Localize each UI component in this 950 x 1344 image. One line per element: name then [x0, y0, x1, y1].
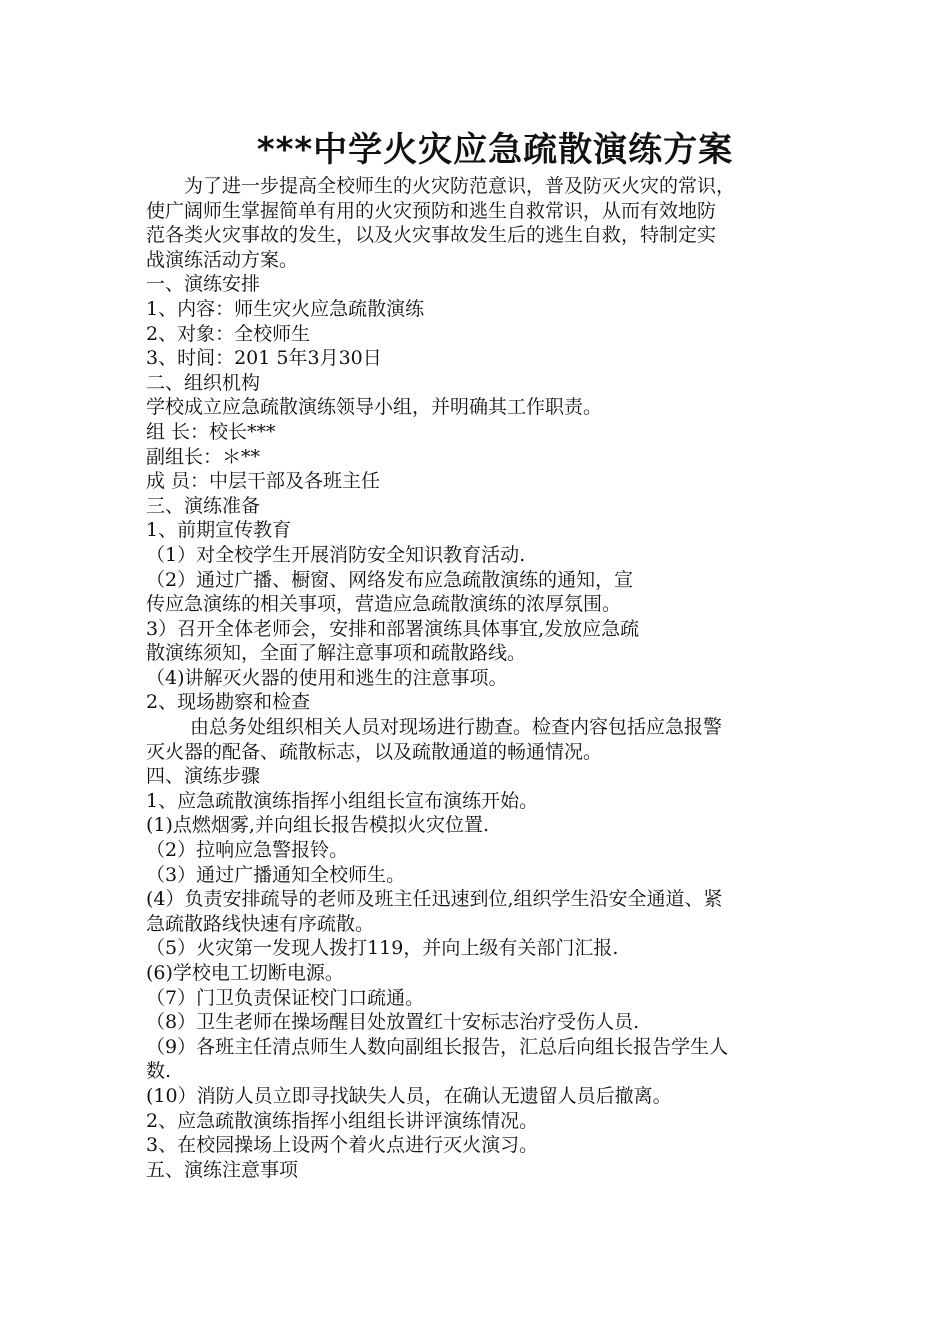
document-line: 2、对象：全校师生 — [146, 322, 311, 345]
document-line: （8）卫生老师在操场醒目处放置红十安标志治疗受伤人员. — [146, 1011, 640, 1034]
document-line: 3、在校园操场上设两个着火点进行灭火演习。 — [146, 1134, 539, 1157]
document-line: 1、前期宣传教育 — [146, 519, 292, 542]
document-line: (10）消防人员立即寻找缺失人员，在确认无遗留人员后撤离。 — [146, 1084, 672, 1107]
document-line: 组 长：校长*** — [146, 420, 276, 443]
document-line: 三、演练准备 — [146, 494, 261, 517]
document-line: （4)讲解灭火器的使用和逃生的注意事项。 — [146, 666, 508, 689]
document-line: 成 员：中层干部及各班主任 — [146, 470, 381, 493]
document-line: （2）拉响应急警报铃。 — [146, 839, 349, 862]
document-line: 由总务处组织相关人员对现场进行勘查。检查内容包括应急报警 — [190, 716, 723, 739]
document-line: 使广阔师生掌握简单有用的火灾预防和逃生自救常识，从而有效地防 — [146, 199, 717, 222]
document-line: 副组长：＊** — [146, 445, 261, 468]
document-line: （9）各班主任清点师生人数向副组长报告，汇总后向组长报告学生人 — [146, 1035, 729, 1058]
document-line: （3）通过广播通知全校师生。 — [146, 863, 406, 886]
document-line: 1、应急疏散演练指挥小组组长宣布演练开始。 — [146, 789, 539, 812]
document-line: 传应急演练的相关事项，营造应急疏散演练的浓厚氛围。 — [146, 593, 622, 616]
document-line: （1）对全校学生开展消防安全知识教育活动. — [146, 543, 526, 566]
document-line: 3、时间：201 5年3月30日 — [146, 347, 382, 370]
document-body — [146, 174, 806, 1182]
document-line: 四、演练步骤 — [146, 765, 261, 788]
document-line: 一、演练安排 — [146, 273, 261, 296]
document-line: 灭火器的配备、疏散标志，以及疏散通道的畅通情况。 — [146, 740, 603, 763]
document-line: 散演练须知，全面了解注意事项和疏散路线。 — [146, 642, 527, 665]
document-title: ***中学火灾应急疏散演练方案 — [256, 130, 734, 170]
document-line: 为了进一步提高全校师生的火灾防范意识，普及防灭火灾的常识， — [184, 175, 736, 197]
document-line: 2、应急疏散演练指挥小组组长讲评演练情况。 — [146, 1109, 539, 1132]
document-line: （5）火灾第一发现人拨打119，并向上级有关部门汇报. — [146, 937, 619, 960]
document-line: 范各类火灾事故的发生，以及火灾事故发生后的逃生自救，特制定实 — [146, 224, 717, 247]
document-line: 急疏散路线快速有序疏散。 — [146, 912, 375, 935]
document-line: 战演练活动方案。 — [146, 248, 299, 271]
document-line: （7）门卫负责保证校门口疏通。 — [146, 986, 425, 1009]
document-line: 五、演练注意事项 — [146, 1158, 299, 1181]
document-line: （2）通过广播、橱窗、网络发布应急疏散演练的通知，宣 — [146, 568, 634, 591]
document-line: 3）召开全体老师会，安排和部署演练具体事宜,发放应急疏 — [146, 617, 640, 640]
document-line: (6)学校电工切断电源。 — [146, 962, 344, 984]
document-line: (4）负责安排疏导的老师及班主任迅速到位,组织学生沿安全通道、紧 — [146, 888, 723, 911]
document-line: 学校成立应急疏散演练领导小组，并明确其工作职责。 — [146, 396, 603, 419]
document-line: 2、现场勘察和检查 — [146, 691, 311, 714]
document-line: 1、内容：师生灾火应急疏散演练 — [146, 297, 425, 320]
document-line: 二、组织机构 — [146, 371, 261, 394]
document-line: (1)点燃烟雾,并向组长报告模拟火灾位置. — [146, 814, 489, 837]
document-line: 数. — [146, 1060, 172, 1083]
